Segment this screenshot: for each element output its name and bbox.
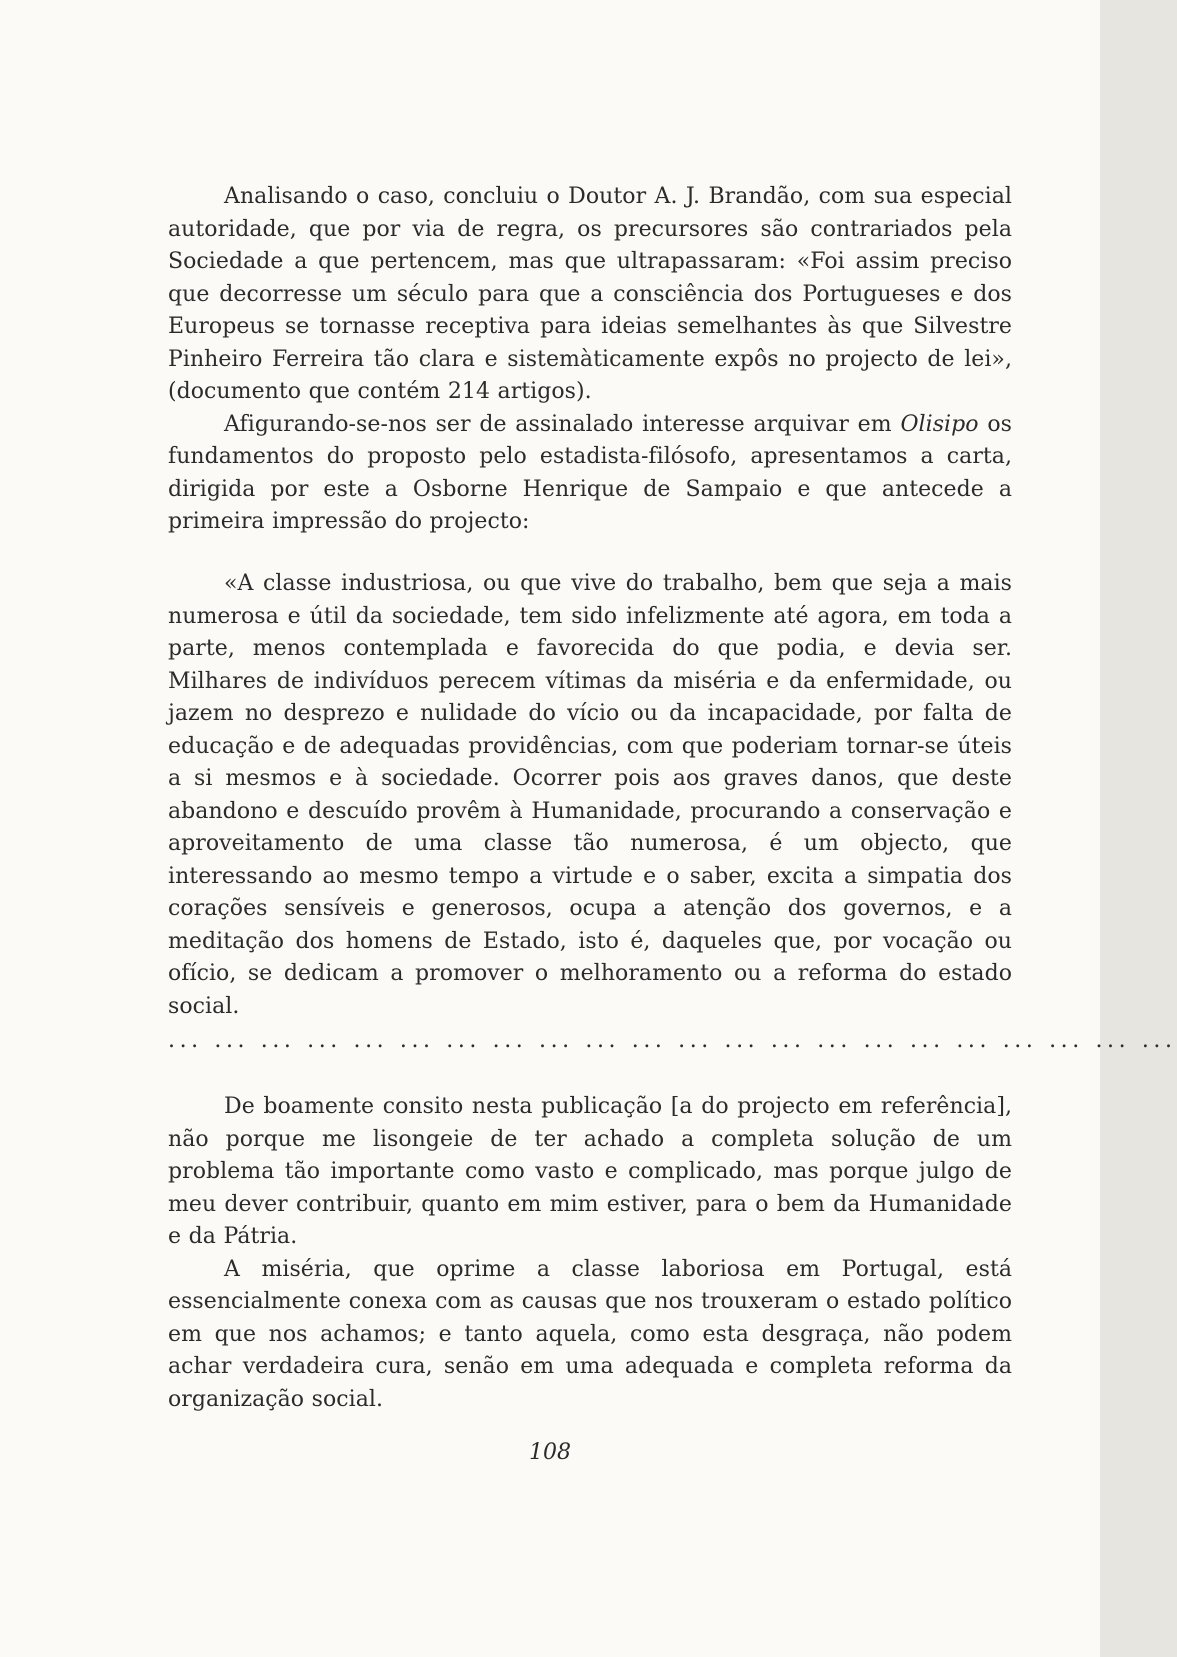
ellipsis-separator: ... ... ... ... ... ... ... ... ... ... ... ... ... ... ... ... ... ... ... ... ... ... (168, 1028, 1177, 1053)
intro-paragraph-1: Analisando o caso, concluiu o Doutor A. J. Brandão, com sua especial autoridade, que por via de regra, os precursores são contrariados pela Sociedade a que pertencem, mas que ultrapassaram: «Foi assim preciso que decorresse um século para que a consciência dos Portugueses e dos Europeus se tornasse receptiva para ideias semelhantes às que Silvestre Pinheiro Ferreira tão clara e sistemàticamente expôs no projecto de lei», (documento que contém 214 artigos). (168, 184, 1012, 404)
quoted-letter-section (168, 568, 1012, 1023)
intro-paragraph-2-end: os fundamentos do proposto pelo estadista-filósofo, apresentamos a carta, dirigida por este a Osborne Henrique de Sampaio e que antecede a primeira impressão do projecto: (168, 411, 1012, 534)
page-number: 108 (529, 1440, 571, 1465)
intro-section (168, 181, 1012, 539)
letter-continuation-paragraph-1: De boamente consito nesta publicação [a do projecto em referência], não porque me lisongeie de ter achado a completa solução de um problema tão importante como vasto e complicado, mas porque julgo de meu dever contribuir, quanto em mim estiver, para o bem da Humanidade e da Pátria. (168, 1094, 1012, 1249)
intro-paragraph-2 (168, 409, 1012, 539)
letter-continuation-section (168, 1091, 1012, 1416)
letter-continuation-paragraph-2: A miséria, que oprime a classe laboriosa em Portugal, está essencialmente conexa com as causas que nos trouxeram o estado político em que nos achamos; e tanto aquela, como esta desgraça, não podem achar verdadeira cura, senão em uma adequada e completa reforma da organização social. (168, 1256, 1012, 1412)
intro-paragraph-2-start: Afigurando-se-nos ser de assinalado interesse arquivar em (224, 411, 901, 437)
quoted-letter-paragraph-1: «A classe industriosa, ou que vive do trabalho, bem que seja a mais numerosa e útil da sociedade, tem sido infelizmente até agora, em toda a parte, menos contemplada e favorecida do que podia, e devia ser. Milhares de indivíduos perecem vítimas da miséria e da enfermidade, ou jazem no desprezo e nulidade do vício ou da incapacidade, por falta de educação e de adequadas providências, com que poderiam tornar-se úteis a si mesmos e à sociedade. Ocorrer pois aos graves danos, que deste abandono e descuído provêm à Humanidade, procurando a conservação e aproveitamento de uma classe tão numerosa, é um objecto, que interessando ao mesmo tempo a virtude e o saber, excita a simpatia dos corações sensíveis e generosos, ocupa a atenção dos governos, e a meditação dos homens de Estado, isto é, daqueles que, por vocação ou ofício, se dedicam a promover o melhoramento ou a reforma do estado social. (168, 571, 1012, 1019)
olisipo-italic-title: Olisipo (900, 411, 979, 437)
